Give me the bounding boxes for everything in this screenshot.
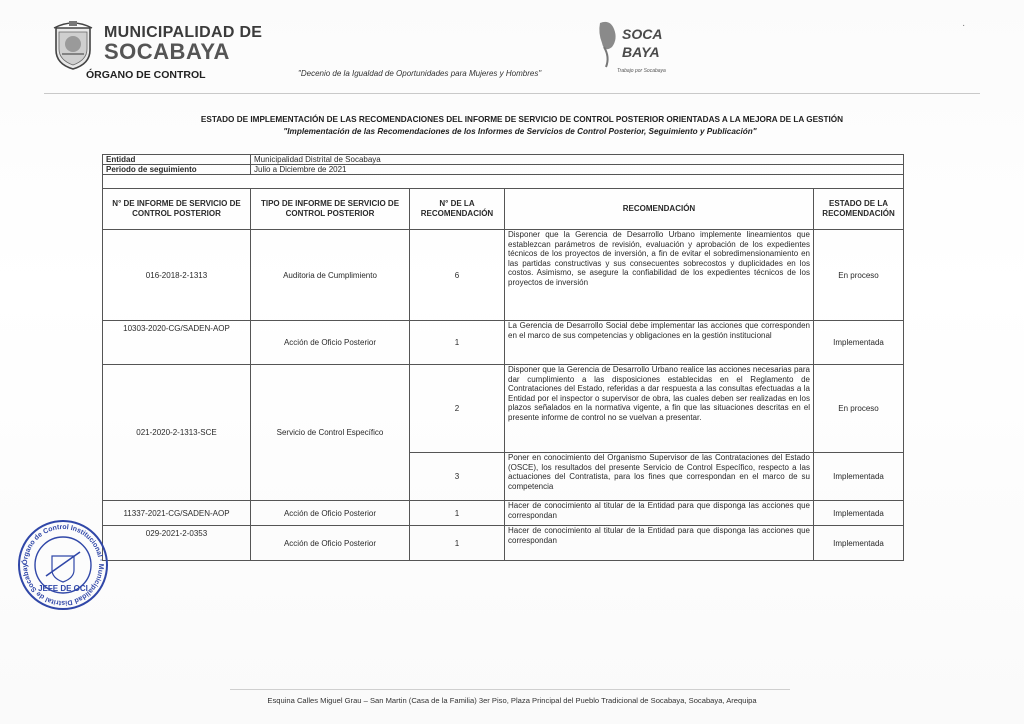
- informe-cell: 021-2020-2-1313-SCE: [103, 365, 251, 501]
- numero-cell: 6: [410, 230, 505, 321]
- informe-cell: 10303-2020-CG/SADEN-AOP: [103, 321, 251, 365]
- numero-cell: 2: [410, 365, 505, 453]
- decade-motto: "Decenio de la Igualdad de Oportunidades para Mujeres y Hombres": [298, 69, 542, 78]
- brand-logo-text-soca: SOCA: [622, 26, 663, 42]
- municipal-emblem-logo: [50, 20, 96, 70]
- table-row: [103, 365, 904, 453]
- estado-cell: En proceso: [814, 230, 904, 321]
- spacer-row: [103, 175, 904, 189]
- col-header-recomendacion: RECOMENDACIÓN: [505, 189, 814, 230]
- table-row: [103, 526, 904, 561]
- report-title: ESTADO DE IMPLEMENTACIÓN DE LAS RECOMENDACIONES DEL INFORME DE SERVICIO DE CONTROL POSTERIOR ORIENTADAS A LA MEJORA DE LA GESTIÓN: [200, 115, 844, 124]
- periodo-value: Julio a Diciembre de 2021: [251, 165, 904, 175]
- informe-cell: 016-2018-2-1313: [103, 230, 251, 321]
- table-row: [103, 321, 904, 365]
- estado-cell: En proceso: [814, 365, 904, 453]
- informe-cell: 11337-2021-CG/SADEN-AOP: [103, 501, 251, 526]
- numero-cell: 1: [410, 526, 505, 561]
- estado-cell: Implementada: [814, 453, 904, 501]
- numero-cell: 1: [410, 321, 505, 365]
- table-header-row: [103, 189, 904, 230]
- org-name-line2: SOCABAYA: [104, 39, 230, 64]
- tipo-cell: Acción de Oficio Posterior: [251, 526, 410, 561]
- entidad-label: Entidad: [103, 155, 251, 165]
- recommendations-table: [102, 154, 904, 561]
- seal-ring-text: Órgano de Control Institucional · Municipalidad Distrital de Socabay: [21, 523, 105, 607]
- col-header-estado: ESTADO DE LA RECOMENDACIÓN: [814, 189, 904, 230]
- meta-row-periodo: [103, 165, 904, 175]
- footer-address: Esquina Calles Miguel Grau – San Martin (Casa de la Familia) 3er Piso, Plaza Principal del Pueblo Tradicional de Socabaya, Socabaya, Arequipa: [267, 696, 757, 705]
- tipo-cell: Acción de Oficio Posterior: [251, 501, 410, 526]
- recomendacion-cell: Hacer de conocimiento al titular de la Entidad para que disponga las acciones que correspondan: [505, 501, 814, 526]
- org-name-line1: MUNICIPALIDAD DE: [104, 24, 263, 41]
- numero-cell: 3: [410, 453, 505, 501]
- col-header-numero: N° DE LA RECOMENDACIÓN: [410, 189, 505, 230]
- col-header-informe: N° DE INFORME DE SERVICIO DE CONTROL POSTERIOR: [103, 189, 251, 230]
- table-row: [103, 501, 904, 526]
- col-header-tipo: TIPO DE INFORME DE SERVICIO DE CONTROL POSTERIOR: [251, 189, 410, 230]
- meta-row-entidad: [103, 155, 904, 165]
- unit-name: ÓRGANO DE CONTROL: [86, 69, 206, 81]
- estado-cell: Implementada: [814, 321, 904, 365]
- seal-center-text: JEFE DE OCI: [38, 584, 88, 593]
- estado-cell: Implementada: [814, 501, 904, 526]
- official-seal-stamp: [16, 518, 110, 612]
- recomendacion-cell: Disponer que la Gerencia de Desarrollo Urbano realice las acciones necesarias para dar cumplimiento a las disposiciones establecidas en el Reglamento de Contrataciones del Estado, referidas a dar respuesta a las consultas efectuadas a la Entidad por el inspector o supervisor de obra, las cuales deben ser realizadas en los plazos señalados en la normativa vigente, a fin que las situaciones descritas en el presente informe de control no se vuelvan a presentar.: [505, 365, 814, 453]
- table-row: [103, 230, 904, 321]
- recomendacion-cell: Disponer que la Gerencia de Desarrollo Urbano implemente lineamientos que establezcan parámetros de revisión, evaluación y aprobación de los expedientes técnicos de los proyectos de inversión, a fin de evitar el sobredimensionamiento en las partidas constructivas y sus consecuentes sobrecostos y duplicidades en los costos. Asimismo, se asegure la confiabilidad de los expedientes técnicos de los proyectos de inversión: [505, 230, 814, 321]
- brand-logo-text-baya: BAYA: [622, 44, 660, 60]
- recomendacion-cell: Poner en conocimiento del Organismo Supervisor de las Contrataciones del Estado (OSCE), los resultados del presente Servicio de Control Específico, respecto a las actuaciones del Contratista, para los fines que correspondan en el marco de su competencia: [505, 453, 814, 501]
- footer-divider: [230, 689, 790, 690]
- report-subtitle: "Implementación de las Recomendaciones de los Informes de Servicios de Control Posterior, Seguimiento y Publicación": [283, 127, 757, 136]
- entidad-value: Municipalidad Distrital de Socabaya: [251, 155, 904, 165]
- header-divider: [44, 93, 980, 94]
- estado-cell: Implementada: [814, 526, 904, 561]
- tipo-cell: Auditoria de Cumplimiento: [251, 230, 410, 321]
- periodo-label: Periodo de seguimiento: [103, 165, 251, 175]
- tipo-cell: Servicio de Control Específico: [251, 365, 410, 501]
- recomendacion-cell: La Gerencia de Desarrollo Social debe implementar las acciones que corresponden en el marco de sus competencias y obligaciones en la gestión institucional: [505, 321, 814, 365]
- informe-cell: 029-2021-2-0353: [103, 526, 251, 561]
- recomendacion-cell: Hacer de conocimiento al titular de la Entidad para que disponga las acciones que correspondan: [505, 526, 814, 561]
- scan-corner-mark: ·: [962, 20, 966, 31]
- numero-cell: 1: [410, 501, 505, 526]
- brand-tagline: Trabajo por Socabaya: [617, 68, 666, 74]
- tipo-cell: Acción de Oficio Posterior: [251, 321, 410, 365]
